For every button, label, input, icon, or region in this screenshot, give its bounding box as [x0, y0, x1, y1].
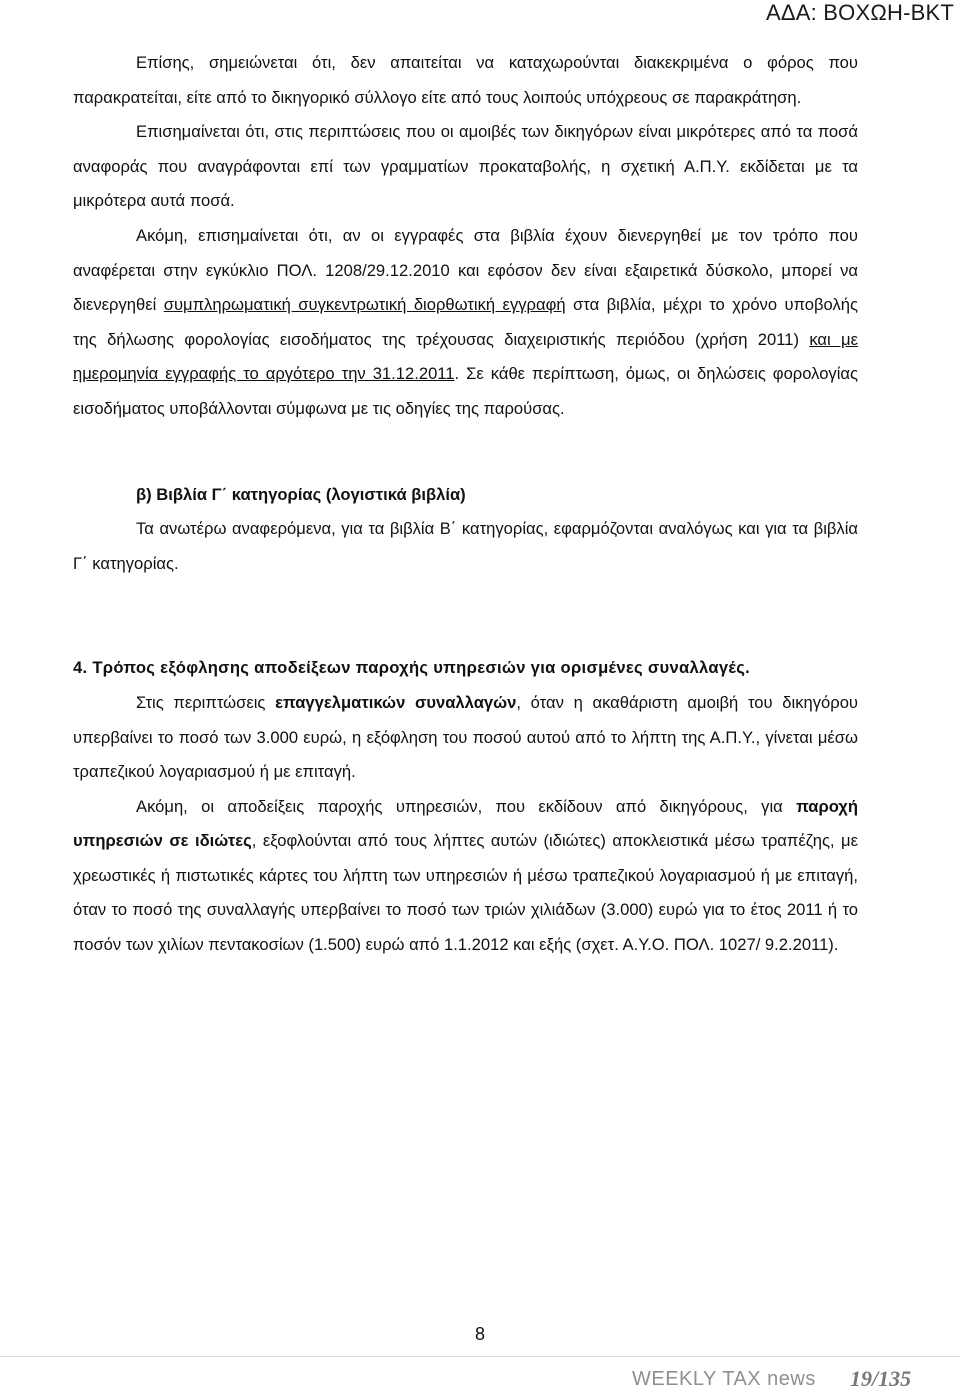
- paragraph-private-individuals: [73, 790, 858, 963]
- page-of-total: 19/135: [850, 1366, 912, 1391]
- footer-divider: [0, 1356, 960, 1357]
- text-run: Ακόμη, οι αποδείξεις παροχής υπηρεσιών, που εκδίδουν από δικηγόρους, για: [136, 796, 797, 816]
- section-heading-b: β) Βιβλία Γ΄ κατηγορίας (λογιστικά βιβλία): [136, 484, 466, 504]
- section-heading-4: 4. Τρόπος εξόφλησης αποδείξεων παροχής υπηρεσιών για ορισμένες συναλλαγές.: [73, 658, 751, 678]
- spacer: [73, 581, 858, 651]
- paragraph-corrective-entry: [73, 219, 858, 427]
- underlined-phrase: και με ημερομηνία εγγραφής το αργότερο την 31.12.2011: [73, 329, 858, 384]
- text-run: Στις περιπτώσεις: [136, 692, 276, 712]
- publication-name: WEEKLY TAX news: [632, 1368, 816, 1390]
- underlined-phrase: συμπληρωματική συγκεντρωτική διορθωτική εγγραφή: [163, 295, 566, 315]
- document-body: [73, 46, 858, 963]
- text-run: . Σε κάθε περίπτωση, όμως, οι δηλώσεις φορολογίας εισοδήματος υποβάλλονται σύμφωνα με τις οδηγίες της παρούσας.: [73, 364, 858, 418]
- paragraph-professional-transactions: [73, 686, 858, 790]
- paragraph-books-category-c: Τα ανωτέρω αναφερόμενα, για τα βιβλία Β΄ κατηγορίας, εφαρμόζονται αναλόγως και για τα βιβλία Γ΄ κατηγορίας.: [73, 519, 858, 573]
- bold-phrase: παροχή υπηρεσιών σε ιδιώτες: [73, 796, 858, 851]
- text-run: Ακόμη, επισημαίνεται ότι, αν οι εγγραφές στα βιβλία έχουν διενεργηθεί με τον τρόπο που αναφέρεται στην εγκύκλιο ΠΟΛ. 1208/29.12.2010 και εφόσον δεν είναι εξαιρετικά δύσκολο, μπορεί να διενεργηθεί: [73, 225, 858, 315]
- paragraph-tax-withheld: Επίσης, σημειώνεται ότι, δεν απαιτείται να καταχωρούνται διακεκριμένα ο φόρος που παρακρατείται, είτε από το δικηγορικό σύλλογο είτε από τους λοιπούς υπόχρεους σε παρακράτηση.: [73, 53, 858, 107]
- page-number: 8: [474, 1324, 485, 1344]
- spacer: [73, 427, 858, 478]
- paragraph-fee-amounts: Επισημαίνεται ότι, στις περιπτώσεις που οι αμοιβές των δικηγόρων είναι μικρότερες από τα ποσά αναφοράς που αναγράφονται επί των γραμματίων προκαταβολής, η σχετική Α.Π.Υ. εκδίδεται με τα μικρότερα αυτά ποσά.: [73, 122, 858, 211]
- document-code: ΑΔΑ: ΒΟΧΩΗ-ΒΚΤ: [766, 0, 954, 25]
- text-run: , όταν η ακαθάριστη αμοιβή του δικηγόρου υπερβαίνει το ποσό των 3.000 ευρώ, η εξόφληση του ποσού αυτού από το λήπτη της Α.Π.Υ., γίνεται μέσω τραπεζικού λογαριασμού ή με επιταγή.: [73, 692, 858, 782]
- text-run: στα βιβλία, μέχρι το χρόνο υποβολής της δήλωσης φορολογίας εισοδήματος της τρέχουσας διαχειριστικής περιόδου (χρήση 2011): [73, 295, 858, 349]
- text-run: , εξοφλούνται από τους λήπτες αυτών (ιδιώτες) αποκλειστικά μέσω τραπέζης, με χρεωστικές ή πιστωτικές κάρτες του λήπτη των υπηρεσιών ή μέσω τραπεζικού λογαριασμού ή με επιταγή, όταν το ποσό της συναλλαγής υπερβαίνει το ποσό των τριών χιλιάδων (3.000) ευρώ για το έτος 2011 ή το ποσόν των χιλίων πεντακοσίων (1.500) ευρώ από 1.1.2012 και εξής (σχετ. Α.Υ.Ο. ΠΟΛ. 1027/ 9.2.2011).: [73, 831, 859, 955]
- bold-phrase: επαγγελματικών συναλλαγών: [275, 692, 517, 712]
